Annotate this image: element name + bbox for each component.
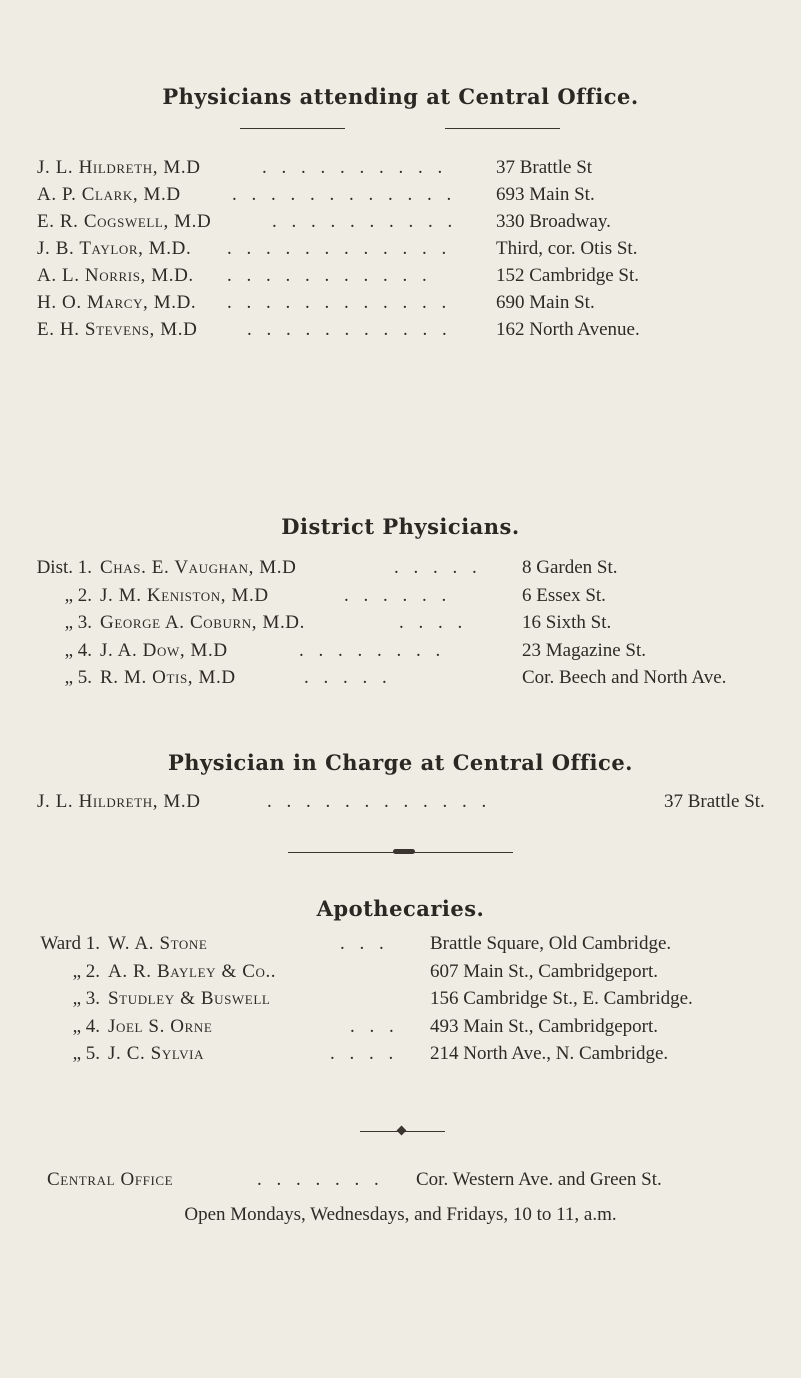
- list-item-label: „ 3.: [64, 612, 92, 633]
- list-item: [14, 611, 754, 635]
- list-item-address: 23 Magazine St.: [522, 639, 647, 661]
- list-item: [37, 790, 777, 814]
- leader-dots: . . . . . . . . . .: [262, 157, 448, 178]
- leader-dots: . . .: [340, 933, 389, 954]
- central-office-row: [47, 1168, 767, 1192]
- leader-dots: . . . . . . . . . . . .: [232, 184, 457, 205]
- leader-dots: . . .: [350, 1015, 399, 1037]
- list-item-name: A. P. Clark, M.D: [37, 184, 181, 205]
- list-item: [10, 1042, 750, 1066]
- list-item-name: J. B. Taylor, M.D.: [37, 238, 192, 259]
- list-item-label: „ 2.: [64, 584, 92, 606]
- list-item-address: 152 Cambridge St.: [496, 265, 640, 286]
- list-item: [37, 291, 777, 315]
- list-item-address: 607 Main St., Cambridgeport.: [430, 960, 658, 982]
- list-item: [14, 584, 754, 608]
- list-item-name: E. H. Stevens, M.D: [37, 319, 198, 340]
- list-item: [37, 237, 777, 261]
- section-heading-in-charge: Physician in Charge at Central Office.: [168, 750, 633, 775]
- list-item-name: J. M. Keniston, M.D: [100, 584, 269, 606]
- leader-dots: . . . . .: [304, 667, 392, 688]
- list-item-address: 37 Brattle St: [496, 157, 593, 178]
- list-item-address: 693 Main St.: [496, 184, 595, 205]
- list-item-address: 690 Main St.: [496, 292, 595, 313]
- list-item-address: 37 Brattle St.: [664, 791, 765, 812]
- list-item-name: J. L. Hildreth, M.D: [37, 791, 201, 812]
- leader-dots: . . . . . . . . . . . .: [227, 238, 452, 259]
- divider-right: [445, 128, 560, 129]
- office-hours: Open Mondays, Wednesdays, and Fridays, 10 to 11, a.m.: [184, 1204, 617, 1225]
- list-item-name: E. R. Cogswell, M.D: [37, 211, 212, 232]
- leader-dots: . . . .: [330, 1043, 399, 1064]
- list-item-address: 162 North Avenue.: [496, 319, 640, 340]
- list-item-name: R. M. Otis, M.D: [100, 667, 236, 688]
- list-item: [37, 210, 777, 234]
- leader-dots: . . . . . . . . . . .: [227, 265, 432, 286]
- list-item: [37, 156, 777, 180]
- list-item-label: „ 4.: [72, 1015, 100, 1037]
- list-item-address: 8 Garden St.: [522, 557, 618, 578]
- list-item-address: Third, cor. Otis St.: [496, 238, 638, 259]
- list-item-address: Cor. Beech and North Ave.: [522, 667, 727, 688]
- list-item-label: „ 4.: [64, 639, 92, 661]
- list-item-address: Brattle Square, Old Cambridge.: [430, 933, 672, 954]
- list-item: [37, 318, 777, 342]
- list-item: [10, 960, 750, 984]
- leader-dots: . . . . . . . . . . . .: [267, 791, 492, 812]
- list-item-label: „ 5.: [64, 667, 92, 688]
- leader-dots: . . . . . . . .: [299, 639, 446, 661]
- list-item-address: 214 North Ave., N. Cambridge.: [430, 1043, 669, 1064]
- list-item-name: Studley & Buswell: [108, 988, 271, 1009]
- list-item-name: J. L. Hildreth, M.D: [37, 157, 201, 178]
- list-item-label: Dist. 1.: [36, 557, 92, 578]
- central-office-address: Cor. Western Ave. and Green St.: [416, 1169, 662, 1190]
- list-item-name: George A. Coburn, M.D.: [100, 612, 305, 633]
- list-item-name: A. R. Bayley & Co..: [108, 960, 277, 982]
- list-item-name: Chas. E. Vaughan, M.D: [100, 557, 297, 578]
- list-item: [10, 987, 750, 1011]
- list-item: [10, 932, 750, 956]
- central-office-label: Central Office: [47, 1169, 174, 1190]
- section-heading-apothecaries: Apothecaries.: [316, 896, 485, 921]
- section-heading-attending: Physicians attending at Central Office.: [162, 84, 639, 109]
- list-item-name: W. A. Stone: [108, 933, 208, 954]
- list-item: [14, 556, 754, 580]
- leader-dots: . . . . . . . . . . .: [247, 319, 452, 340]
- divider-left: [240, 128, 345, 129]
- list-item-address: 6 Essex St.: [522, 584, 606, 606]
- list-item-name: J. A. Dow, M.D: [100, 639, 228, 661]
- leader-dots: . . . . . .: [344, 584, 452, 606]
- list-item-label: „ 2.: [72, 960, 100, 982]
- diamond-icon: [397, 1126, 407, 1136]
- list-item-name: A. L. Norris, M.D.: [37, 265, 194, 286]
- section-heading-district: District Physicians.: [281, 514, 520, 539]
- list-item: [10, 1015, 750, 1039]
- list-item: [37, 264, 777, 288]
- list-item-address: 493 Main St., Cambridgeport.: [430, 1015, 658, 1037]
- list-item-name: H. O. Marcy, M.D.: [37, 292, 197, 313]
- list-item: [14, 639, 754, 663]
- leader-dots: . . . . . . . . . .: [272, 211, 458, 232]
- ornament-center: [393, 849, 415, 854]
- list-item-label: Ward 1.: [40, 933, 100, 954]
- leader-dots: . . . .: [399, 612, 468, 633]
- list-item-address: 330 Broadway.: [496, 211, 611, 232]
- list-item-label: „ 3.: [72, 988, 100, 1009]
- list-item-address: 16 Sixth St.: [522, 612, 612, 633]
- list-item-label: „ 5.: [72, 1043, 100, 1064]
- list-item-name: J. C. Sylvia: [108, 1043, 205, 1064]
- leader-dots: . . . . . . .: [257, 1169, 384, 1190]
- list-item: [37, 183, 777, 207]
- list-item-address: 156 Cambridge St., E. Cambridge.: [430, 988, 693, 1009]
- leader-dots: . . . . .: [394, 557, 482, 578]
- leader-dots: . . . . . . . . . . . .: [227, 292, 452, 313]
- list-item-name: Joel S. Orne: [108, 1015, 213, 1037]
- list-item: [14, 666, 754, 690]
